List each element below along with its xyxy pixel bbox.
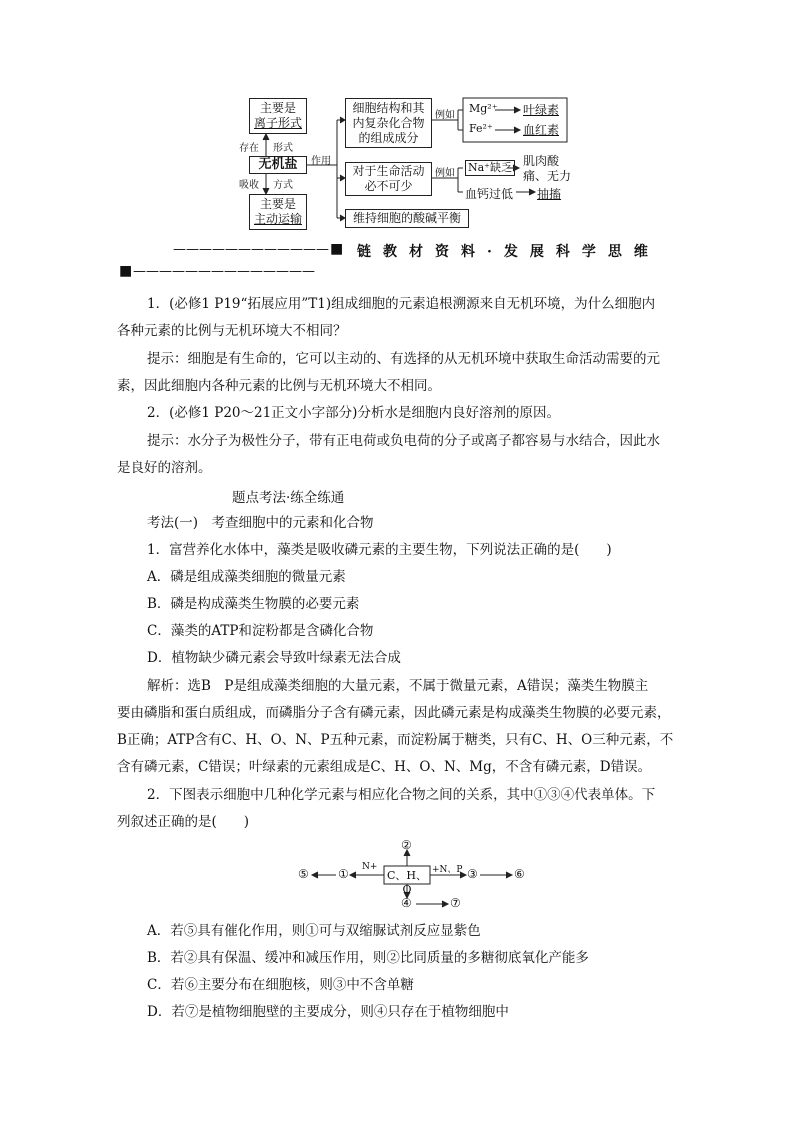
p1-option-a: A．磷是组成藻类细胞的微量元素 [147, 569, 346, 585]
p1-analysis-line2: 要由磷脂和蛋白质组成，而磷脂分子含有磷元素，因此磷元素是构成藻类生物膜的必要元素， [117, 705, 671, 721]
fe-ion: Fe²⁺ [469, 122, 493, 135]
func1-line3: 的组成成分 [358, 131, 419, 145]
banner-square-right: ■ [119, 263, 133, 279]
func1-line1: 细胞结构和其 [352, 101, 425, 115]
muscle-line2: 痛、无力 [523, 169, 572, 183]
diagram-node-5: ⑤ [298, 867, 309, 881]
diagram-node-2: ② [401, 838, 412, 852]
p1-option-c: C．藻类的ATP和淀粉都是含磷化合物 [147, 623, 374, 639]
q1-hint-line2: 素，因此细胞内各种元素的比例与无机环境大不相同。 [117, 378, 441, 394]
p2-option-d: D．若⑦是植物细胞壁的主要成分，则④只存在于植物细胞中 [147, 1004, 509, 1020]
chlorophyll: 叶绿素 [523, 103, 560, 117]
label-function: 作用 [311, 156, 331, 167]
active-transport-line1: 主要是 [259, 197, 296, 211]
low-calcium: 血钙过低 [465, 187, 514, 201]
diagram-n-plus: N+ [362, 862, 378, 872]
ion-form-line2: 离子形式 [253, 116, 302, 130]
diagram-center: C、H、O [386, 869, 427, 896]
inorganic-salt-box: 无机盐 [249, 156, 307, 174]
p2-option-c: C．若⑥主要分布在细胞核，则③中不含单糖 [147, 977, 414, 993]
p1-option-b: B．磷是构成藻类生物膜的必要元素 [147, 596, 360, 612]
diagram-node-1: ① [338, 867, 349, 881]
practice-heading: 题点考法·练全练通 [232, 490, 345, 506]
banner-dashes-left: ———————————— [173, 242, 329, 257]
p1-analysis-line4: 含有磷元素，C错误；叶绿素的元素组成是C、H、O、N、Mg，不含有磷元素，D错误。 [117, 759, 652, 775]
diagram-n-p-plus: +N、P [432, 865, 463, 875]
diagram-node-6: ⑥ [514, 867, 525, 881]
active-transport-line2: 主动运输 [253, 212, 302, 226]
diagram-node-3: ③ [467, 867, 478, 881]
p1-option-d: D．植物缺少磷元素会导致叶绿素无法合成 [147, 650, 401, 666]
banner-title: 链教材资料·发展科学思维 [357, 244, 660, 260]
func1-line2: 内复杂化合物 [352, 116, 425, 130]
function-box-acid-base: 维持细胞的酸碱平衡 [345, 209, 469, 228]
element-diagram [296, 838, 532, 910]
mg-ion: Mg²⁺ [469, 102, 498, 115]
function-box-structure [345, 98, 432, 148]
section-banner [117, 241, 677, 285]
diagram-node-7: ⑦ [450, 896, 461, 910]
q1-line2: 各种元素的比例与无机环境大不相同？ [117, 323, 347, 339]
q2-hint-line1: 提示：水分子为极性分子，带有正电荷或负电荷的分子或离子都容易与水结合，因此水 [147, 433, 660, 449]
concept-map [239, 96, 605, 232]
func2-line1: 对于生命活动 [352, 164, 425, 178]
diagram-node-4: ④ [401, 896, 412, 910]
p2-stem-line1: 2．下图表示细胞中几种化学元素与相应化合物之间的关系，其中①③④代表单体。下 [147, 787, 656, 803]
ion-form-box [249, 98, 307, 134]
active-transport-box [249, 194, 307, 230]
label-form: 形式 [273, 143, 293, 154]
q1-hint-line1: 提示：细胞是有生命的，它可以主动的、有选择的从无机环境中获取生命活动需要的元 [147, 351, 660, 367]
p1-stem: 1．富营养化水体中，藻类是吸收磷元素的主要生物，下列说法正确的是( ) [147, 542, 612, 558]
p2-stem-line2: 列叙述正确的是( ) [117, 814, 250, 830]
func2-line2: 必不可少 [364, 179, 413, 193]
q2-line: 2．(必修1 P20～21正文小字部分)分析水是细胞内良好溶剂的原因。 [147, 405, 560, 421]
q1-line1: 1．(必修1 P19“拓展应用”T1)组成细胞的元素追根溯源来自无机环境，为什么细胞内 [147, 296, 656, 312]
p1-analysis-line1: 解析：选B P是组成藻类细胞的大量元素，不属于微量元素，A错误；藻类生物膜主 [147, 678, 649, 694]
label-absorb: 吸收 [239, 180, 259, 191]
function-box-life-activity [345, 162, 432, 196]
banner-dashes-right: —————————————— [133, 264, 315, 279]
muscle-symptom [523, 154, 571, 184]
convulsion: 抽搐 [537, 187, 562, 201]
ion-form-line1: 主要是 [259, 101, 296, 115]
label-exist: 存在 [239, 143, 259, 154]
example-label-1: 例如 [435, 110, 455, 121]
example-label-2: 例如 [435, 168, 455, 179]
p2-option-a: A．若⑤具有催化作用，则①可与双缩脲试剂反应显紫色 [147, 923, 481, 939]
method1-heading: 考法(一) 考查细胞中的元素和化合物 [147, 515, 374, 531]
muscle-line1: 肌肉酸 [523, 154, 560, 168]
p2-option-b: B．若②具有保温、缓冲和减压作用，则②比同质量的多糖彻底氧化产能多 [147, 950, 589, 966]
label-way: 方式 [273, 180, 293, 191]
hemoglobin: 血红素 [523, 123, 560, 137]
banner-square-left: ■ [330, 241, 344, 257]
na-lack: Na⁺缺乏 [465, 160, 515, 176]
p1-analysis-line3: B正确；ATP含有C、H、O、N、P五种元素，而淀粉属于糖类，只有C、H、O三种元素，不 [117, 732, 674, 748]
q2-hint-line2: 是良好的溶剂。 [117, 460, 212, 476]
